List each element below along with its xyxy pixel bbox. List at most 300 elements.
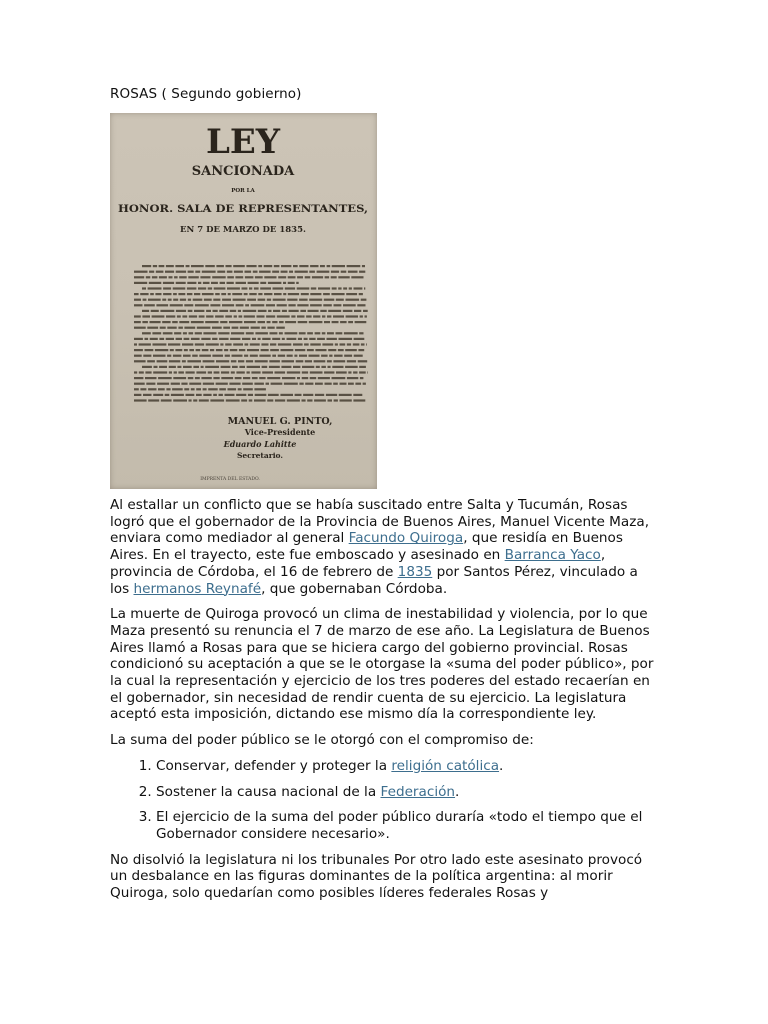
scan-text-fragment xyxy=(266,383,270,385)
scan-text-fragment xyxy=(366,343,367,345)
scan-text-fragment xyxy=(253,271,258,273)
scan-text-fragment xyxy=(134,394,141,396)
scan-text-fragment xyxy=(327,315,331,317)
scan-text-fragment xyxy=(258,299,266,301)
scan-text-fragment xyxy=(322,315,325,317)
scan-text-fragment xyxy=(184,327,195,329)
scan-text-fragment xyxy=(261,343,268,345)
scan-text-fragment xyxy=(149,271,154,273)
scan-text-fragment xyxy=(220,321,227,323)
scan-text-fragment xyxy=(268,394,279,396)
scan-text-fragment xyxy=(244,293,248,295)
scan-text-fragment xyxy=(196,371,206,373)
scan-text-fragment xyxy=(340,383,347,385)
scan-text-fragment xyxy=(191,388,195,390)
scan-text-fragment xyxy=(331,276,337,278)
scan-text-fragment xyxy=(184,338,190,340)
scan-text-fragment xyxy=(184,304,193,306)
link-1835[interactable]: 1835 xyxy=(397,563,433,580)
scan-text-fragment xyxy=(226,399,240,401)
scan-text-fragment xyxy=(188,276,199,278)
scan-text-fragment xyxy=(268,282,282,284)
scan-text-fragment xyxy=(145,377,157,379)
scan-por-la: POR LA xyxy=(231,188,255,194)
scan-text-fragment xyxy=(354,287,363,289)
scan-text-fragment xyxy=(345,349,357,351)
scan-text-fragment xyxy=(310,343,321,345)
scan-text-fragment xyxy=(245,276,254,278)
scan-text-fragment xyxy=(252,338,256,340)
scan-text-fragment xyxy=(232,366,238,368)
scan-text-fragment xyxy=(225,343,231,345)
scan-text-fragment xyxy=(232,355,243,357)
scan-text-fragment xyxy=(347,265,361,267)
scan-text-fragment xyxy=(213,377,219,379)
scan-text-fragment xyxy=(161,399,172,401)
link-religion-catolica[interactable]: religión católica xyxy=(391,757,500,774)
scan-text-fragment xyxy=(134,299,141,301)
scan-text-fragment xyxy=(242,287,248,289)
scan-text-fragment xyxy=(156,304,168,306)
scan-text-fragment xyxy=(210,304,220,306)
paragraph-1-text-e: , que gobernaban Córdoba. xyxy=(261,580,448,597)
scan-text-fragment xyxy=(317,338,325,340)
scan-text-fragment xyxy=(359,271,365,273)
scan-text-fragment xyxy=(169,366,176,368)
scan-text-fragment xyxy=(353,399,365,401)
list-item-text-end: . xyxy=(499,757,504,774)
scan-text-fragment xyxy=(134,349,143,351)
scan-text-fragment xyxy=(306,315,312,317)
scan-text-fragment xyxy=(333,315,344,317)
scan-text-fragment xyxy=(212,338,217,340)
scan-text-fragment xyxy=(278,355,285,357)
scan-text-fragment xyxy=(225,315,232,317)
scan-text-fragment xyxy=(305,383,313,385)
scan-text-fragment xyxy=(202,349,209,351)
scan-text-fragment xyxy=(348,321,353,323)
scan-text-fragment xyxy=(346,293,357,295)
scan-text-fragment xyxy=(205,321,218,323)
scan-text-fragment xyxy=(353,394,362,396)
scan-text-fragment xyxy=(216,360,229,362)
scan-text-fragment xyxy=(280,394,293,396)
scan-text-fragment xyxy=(322,343,333,345)
scan-text-fragment xyxy=(259,271,271,273)
scan-text-fragment xyxy=(284,383,298,385)
scan-text-fragment xyxy=(328,349,336,351)
scan-text-fragment xyxy=(302,377,309,379)
scan-text-fragment xyxy=(254,383,264,385)
scan-text-fragment xyxy=(188,271,194,273)
scan-text-fragment xyxy=(183,332,187,334)
scan-text-fragment xyxy=(293,343,303,345)
scan-text-fragment xyxy=(173,377,186,379)
scan-text-fragment xyxy=(188,299,191,301)
scan-text-fragment xyxy=(331,271,339,273)
scan-text-fragment xyxy=(365,315,367,317)
scan-text-fragment xyxy=(234,315,237,317)
scan-text-fragment xyxy=(248,394,253,396)
scan-text-fragment xyxy=(152,276,158,278)
scan-text-fragment xyxy=(134,276,144,278)
scan-text-fragment xyxy=(166,265,174,267)
scan-text-fragment xyxy=(288,276,296,278)
scan-text-fragment xyxy=(153,343,167,345)
scan-text-fragment xyxy=(272,338,280,340)
scan-text-fragment xyxy=(203,360,215,362)
scan-text-fragment xyxy=(177,366,181,368)
scan-text-fragment xyxy=(324,371,334,373)
scan-text-fragment xyxy=(153,371,167,373)
scan-text-fragment xyxy=(191,338,200,340)
scan-text-fragment xyxy=(322,332,326,334)
scan-body-line: HONOR. SALA DE REPRESENTANTES, xyxy=(118,204,368,215)
scan-text-fragment xyxy=(251,371,260,373)
scan-text-fragment xyxy=(180,299,186,301)
link-federacion[interactable]: Federación xyxy=(380,783,456,800)
scan-text-fragment xyxy=(359,366,366,368)
scan-text-fragment xyxy=(205,265,215,267)
scan-text-fragment xyxy=(233,265,245,267)
scan-secretary-role: Secretario. xyxy=(236,451,284,460)
scan-text-fragment xyxy=(359,293,363,295)
historical-law-scan-image xyxy=(110,113,377,489)
scan-text-fragment xyxy=(354,355,363,357)
scan-text-fragment xyxy=(214,287,226,289)
scan-text-fragment xyxy=(199,315,205,317)
scan-text-fragment xyxy=(233,343,243,345)
scan-text-fragment xyxy=(213,310,218,312)
scan-text-fragment xyxy=(235,276,243,278)
list-item xyxy=(156,784,658,801)
commitments-list xyxy=(110,758,658,843)
scan-text-fragment xyxy=(302,399,306,401)
scan-text-fragment xyxy=(154,366,158,368)
scan-text-fragment xyxy=(153,355,166,357)
scan-text-fragment xyxy=(316,366,320,368)
scan-text-fragment xyxy=(309,355,320,357)
scan-text-fragment xyxy=(355,383,361,385)
scan-text-fragment xyxy=(227,276,234,278)
scan-text-fragment xyxy=(143,394,152,396)
scan-text-fragment xyxy=(299,265,308,267)
scan-text-fragment xyxy=(243,377,250,379)
scan-text-fragment xyxy=(178,327,183,329)
scan-text-fragment xyxy=(320,265,325,267)
scan-text-fragment xyxy=(206,343,219,345)
scan-text-fragment xyxy=(221,366,231,368)
scan-text-fragment xyxy=(147,327,158,329)
scan-text-fragment xyxy=(338,349,344,351)
scan-text-fragment xyxy=(163,293,171,295)
scan-text-fragment xyxy=(353,371,357,373)
scan-text-fragment xyxy=(228,388,237,390)
scan-text-fragment xyxy=(163,282,174,284)
scan-text-fragment xyxy=(299,299,308,301)
scan-text-fragment xyxy=(239,366,245,368)
scan-text-fragment xyxy=(364,287,365,289)
scan-text-fragment xyxy=(363,383,366,385)
scan-text-fragment xyxy=(274,293,282,295)
scan-text-fragment xyxy=(134,383,145,385)
scan-text-fragment xyxy=(148,299,161,301)
scan-text-fragment xyxy=(264,293,272,295)
scan-text-fragment xyxy=(281,271,288,273)
scan-text-fragment xyxy=(272,321,277,323)
scan-text-fragment xyxy=(219,394,223,396)
scan-text-fragment xyxy=(189,332,194,334)
scan-text-fragment xyxy=(359,371,366,373)
scan-text-fragment xyxy=(297,304,308,306)
scan-text-fragment xyxy=(258,338,261,340)
scan-text-fragment xyxy=(191,265,204,267)
scan-text-fragment xyxy=(363,310,368,312)
scan-text-fragment xyxy=(261,327,265,329)
scan-text-fragment xyxy=(188,310,193,312)
scan-text-fragment xyxy=(210,399,224,401)
scan-text-fragment xyxy=(169,360,180,362)
scan-text-fragment xyxy=(157,360,168,362)
scan-text-fragment xyxy=(285,332,298,334)
scan-text-fragment xyxy=(336,371,347,373)
scan-text-fragment xyxy=(361,299,367,301)
paragraph-1-text-a: Al estallar un conflicto que se había suscitado entre Salta y Tucumán, Rosas logró que el gobernador de la Provincia de Buenos Aires, Manuel Vicente Maza, enviara como mediador al general xyxy=(110,497,650,547)
scan-text-fragment xyxy=(258,321,266,323)
scan-text-fragment xyxy=(142,310,149,312)
scan-text-fragment xyxy=(332,265,345,267)
scan-text-fragment xyxy=(270,343,276,345)
scan-text-fragment xyxy=(159,338,164,340)
scan-text-fragment xyxy=(287,299,297,301)
scan-text-fragment xyxy=(152,315,165,317)
scan-text-fragment xyxy=(236,394,246,396)
scan-text-fragment xyxy=(140,293,148,295)
scan-text-fragment xyxy=(208,388,218,390)
scan-text-fragment xyxy=(145,371,151,373)
scan-text-fragment xyxy=(314,360,326,362)
scan-text-fragment xyxy=(173,399,187,401)
scan-text-fragment xyxy=(189,383,201,385)
scan-text-fragment xyxy=(255,276,263,278)
scan-text-fragment xyxy=(169,371,172,373)
scan-text-fragment xyxy=(227,271,233,273)
scan-text-fragment xyxy=(134,360,146,362)
scan-text-fragment xyxy=(294,355,297,357)
scan-text-fragment xyxy=(269,366,280,368)
scan-text-fragment xyxy=(145,349,154,351)
scan-text-fragment xyxy=(140,388,146,390)
scan-text-fragment xyxy=(298,321,308,323)
scan-text-fragment xyxy=(189,399,192,401)
scan-text-fragment xyxy=(336,299,344,301)
scan-text-fragment xyxy=(287,371,300,373)
scan-text-fragment xyxy=(244,355,248,357)
scan-text-fragment xyxy=(238,388,242,390)
scan-text-fragment xyxy=(162,299,166,301)
scan-text-fragment xyxy=(194,293,200,295)
scan-text-fragment xyxy=(247,366,260,368)
scan-text-fragment xyxy=(245,271,252,273)
scan-text-fragment xyxy=(255,332,268,334)
link-facundo-quiroga[interactable]: Facundo Quiroga xyxy=(348,530,464,547)
scan-text-fragment xyxy=(176,310,186,312)
scan-text-fragment xyxy=(182,360,186,362)
scan-text-fragment xyxy=(175,265,184,267)
scan-text-fragment xyxy=(244,315,255,317)
scan-text-fragment xyxy=(148,399,159,401)
scan-text-fragment xyxy=(174,276,178,278)
scan-text-fragment xyxy=(216,349,223,351)
scan-text-fragment xyxy=(239,349,245,351)
scan-text-fragment xyxy=(281,349,294,351)
scan-text-fragment xyxy=(309,271,315,273)
list-item-text: El ejercicio de la suma del poder público duraría «todo el tiempo que el Gobernador considere necesario». xyxy=(156,809,643,842)
scan-text-fragment xyxy=(267,399,273,401)
scan-text-fragment xyxy=(297,315,305,317)
scan-text-fragment xyxy=(211,282,218,284)
document-body xyxy=(110,497,658,911)
scan-text-fragment xyxy=(332,377,346,379)
scan-text-fragment xyxy=(277,315,290,317)
scan-text-fragment xyxy=(243,388,253,390)
scan-text-fragment xyxy=(216,383,228,385)
scan-text-fragment xyxy=(236,371,244,373)
scan-text-fragment xyxy=(310,293,321,295)
scan-text-fragment xyxy=(134,338,143,340)
scan-text-fragment xyxy=(219,338,229,340)
scan-text-fragment xyxy=(267,377,280,379)
scan-text-fragment xyxy=(217,271,225,273)
scan-text-fragment xyxy=(247,349,259,351)
scan-text-fragment xyxy=(162,321,170,323)
scan-signature-role: Vice-Presidente xyxy=(244,427,316,437)
scan-text-fragment xyxy=(287,399,300,401)
scan-text-fragment xyxy=(328,366,331,368)
scan-text-fragment xyxy=(347,360,356,362)
scan-text-fragment xyxy=(188,377,194,379)
scan-text-fragment xyxy=(172,388,183,390)
scan-text-fragment xyxy=(358,349,364,351)
scan-text-fragment xyxy=(304,343,309,345)
scan-text-fragment xyxy=(230,310,237,312)
scan-text-fragment xyxy=(153,394,163,396)
scan-text-fragment xyxy=(218,332,229,334)
scan-signature-name: MANUEL G. PINTO, xyxy=(227,416,333,427)
scan-text-fragment xyxy=(309,321,323,323)
scan-text-fragment xyxy=(159,366,167,368)
scan-text-fragment xyxy=(193,366,199,368)
scan-text-fragment xyxy=(348,271,358,273)
scan-text-fragment xyxy=(238,310,241,312)
law-document-image xyxy=(110,113,377,489)
scan-text-fragment xyxy=(220,282,225,284)
scan-text-fragment xyxy=(221,371,229,373)
link-barranca-yaco[interactable]: Barranca Yaco xyxy=(504,547,601,564)
scan-text-fragment xyxy=(296,360,304,362)
list-item-text: Sostener la causa nacional de la xyxy=(156,783,381,800)
scan-text-fragment xyxy=(216,265,224,267)
scan-text-fragment xyxy=(249,293,256,295)
scan-text-fragment xyxy=(334,399,338,401)
scan-text-fragment xyxy=(227,282,234,284)
scan-text-fragment xyxy=(240,327,249,329)
scan-text-fragment xyxy=(321,366,326,368)
scan-text-fragment xyxy=(196,394,202,396)
scan-text-fragment xyxy=(248,282,259,284)
scan-text-fragment xyxy=(285,321,296,323)
scan-text-fragment xyxy=(332,321,339,323)
link-hermanos-reynafe[interactable]: hermanos Reynafé xyxy=(133,580,262,597)
scan-text-fragment xyxy=(357,304,365,306)
scan-text-fragment xyxy=(219,310,228,312)
scan-text-fragment xyxy=(227,287,240,289)
scan-text-fragment xyxy=(203,383,214,385)
scan-text-fragment xyxy=(324,299,335,301)
scan-text-fragment xyxy=(134,321,141,323)
scan-text-fragment xyxy=(167,355,171,357)
scan-text-fragment xyxy=(222,304,234,306)
scan-text-fragment xyxy=(301,293,309,295)
paragraph-1-text-d: por Santos Pérez, vinculado a los xyxy=(110,563,638,597)
scan-text-fragment xyxy=(323,293,330,295)
scan-text-fragment xyxy=(315,383,323,385)
scan-text-fragment xyxy=(331,293,344,295)
scan-text-fragment xyxy=(343,304,356,306)
scan-text-fragment xyxy=(152,332,161,334)
scan-text-fragment xyxy=(339,338,353,340)
scan-text-fragment xyxy=(156,271,164,273)
scan-text-fragment xyxy=(269,360,280,362)
scan-text-fragment xyxy=(327,332,334,334)
scan-text-fragment xyxy=(259,377,265,379)
scan-text-fragment xyxy=(230,338,240,340)
scan-text-fragment xyxy=(176,271,186,273)
scan-text-fragment xyxy=(281,265,291,267)
scan-text-fragment xyxy=(182,315,187,317)
scan-text-fragment xyxy=(139,343,151,345)
scan-text-fragment xyxy=(320,310,326,312)
scan-text-fragment xyxy=(146,383,155,385)
scan-text-fragment xyxy=(327,265,331,267)
scan-text-fragment xyxy=(281,366,291,368)
scan-text-fragment xyxy=(318,287,330,289)
scan-text-fragment xyxy=(321,355,328,357)
scan-text-fragment xyxy=(361,343,365,345)
scan-text-fragment xyxy=(239,315,243,317)
scan-text-fragment xyxy=(200,276,210,278)
scan-text-fragment xyxy=(142,366,152,368)
scan-text-fragment xyxy=(260,287,271,289)
scan-text-fragment xyxy=(334,355,343,357)
scan-text-fragment xyxy=(187,360,201,362)
scan-text-fragment xyxy=(234,271,243,273)
scan-text-fragment xyxy=(224,349,228,351)
scan-text-fragment xyxy=(210,349,214,351)
document-heading: ROSAS ( Segundo gobierno) xyxy=(110,86,302,102)
scan-text-fragment xyxy=(158,377,172,379)
scan-text-fragment xyxy=(287,338,297,340)
scan-text-fragment xyxy=(183,355,191,357)
scan-text-fragment xyxy=(170,304,183,306)
scan-text-fragment xyxy=(155,349,168,351)
scan-text-fragment xyxy=(165,394,170,396)
scan-text-fragment xyxy=(264,276,276,278)
scan-text-fragment xyxy=(195,271,200,273)
scan-text-fragment xyxy=(341,271,347,273)
scan-text-fragment xyxy=(274,265,280,267)
scan-text-fragment xyxy=(142,315,150,317)
